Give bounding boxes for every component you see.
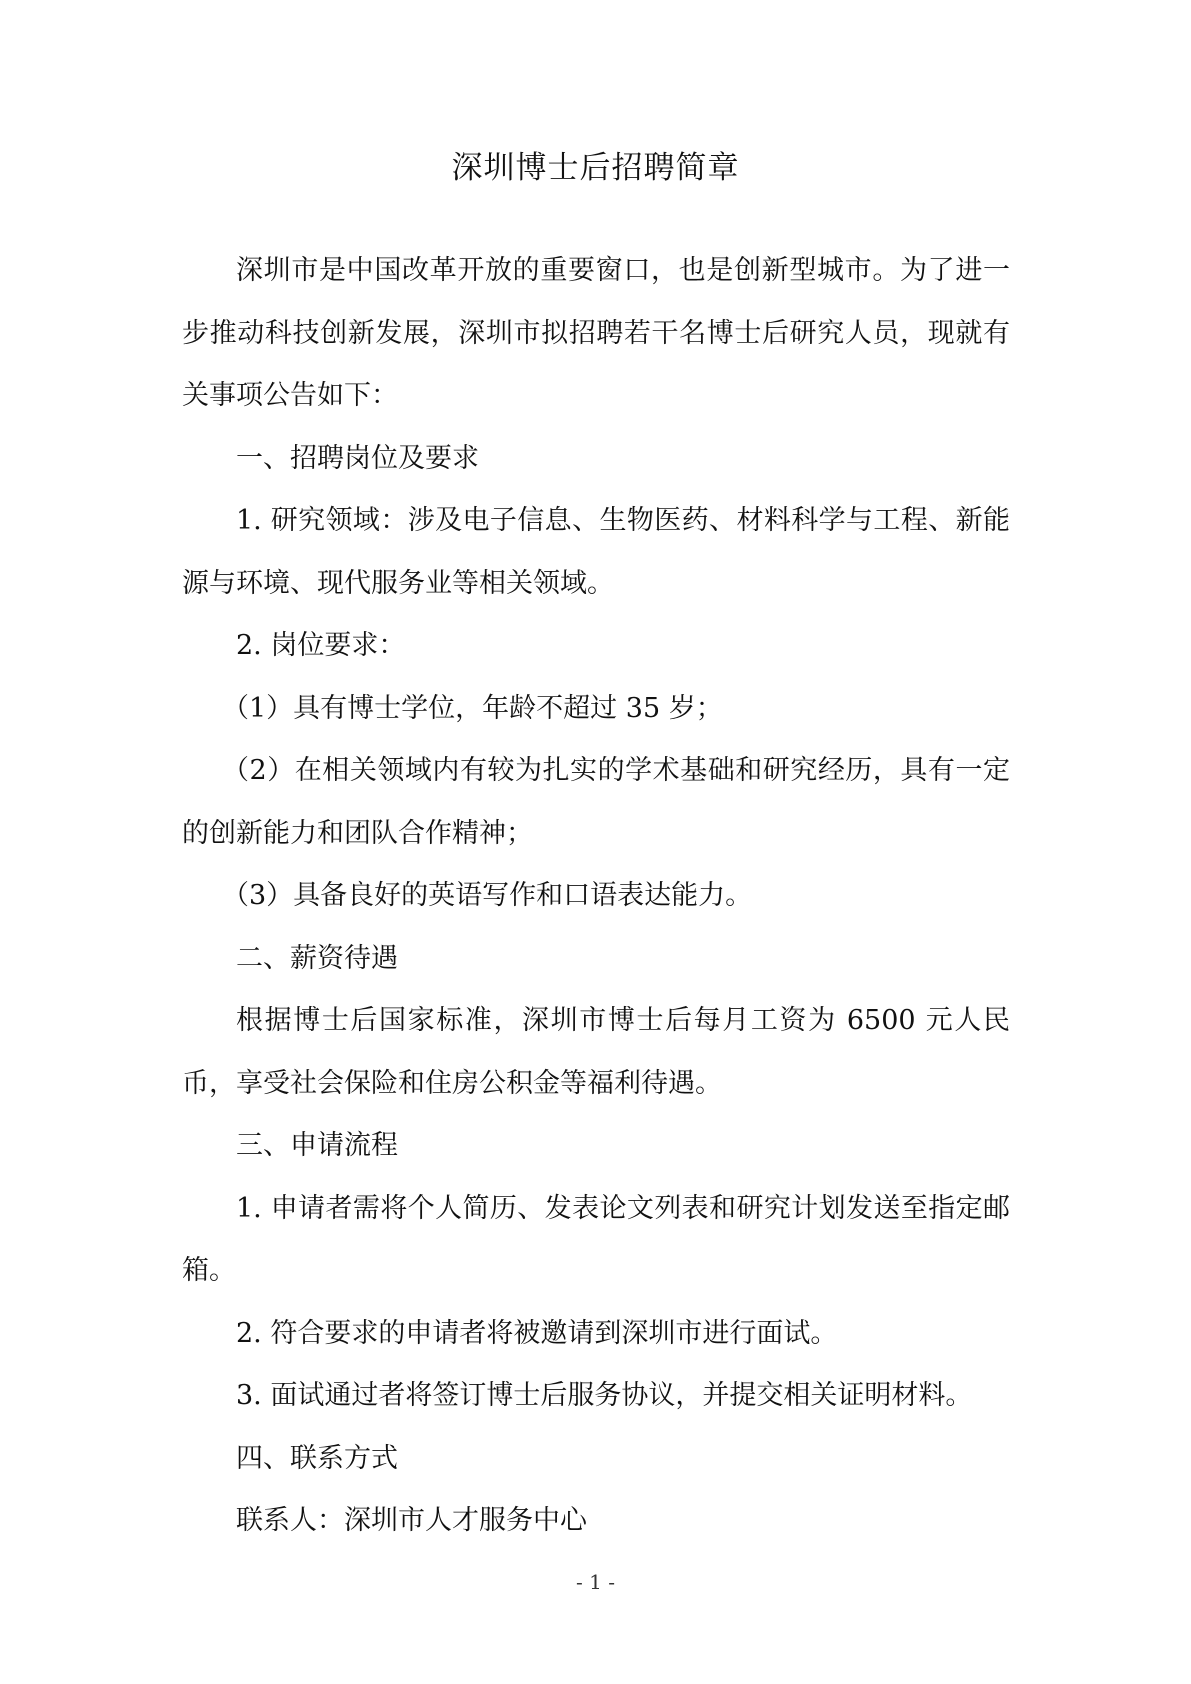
list-item: 2. 岗位要求： [236, 630, 406, 661]
requirement-item: （1）具有博士学位，年龄不超过 35 岁； [222, 692, 723, 724]
document-body [182, 240, 1010, 1553]
intro-paragraph: 深圳市是中国改革开放的重要窗口，也是创新型城市。为了进一步推动科技创新发展，深圳市拟招聘若干名博士后研究人员，现就有关事项公告如下： [182, 255, 1010, 411]
list-item: 1. 申请者需将个人简历、发表论文列表和研究计划发送至指定邮箱。 [182, 1192, 1010, 1286]
section-heading: 四、联系方式 [236, 1442, 398, 1474]
section-heading: 二、薪资待遇 [236, 942, 398, 974]
requirement-item: （3）具备良好的英语写作和口语表达能力。 [222, 880, 753, 911]
salary-paragraph: 根据博士后国家标准，深圳市博士后每月工资为 6500 元人民币，享受社会保险和住房公积金等福利待遇。 [182, 1005, 1010, 1099]
list-item: 1. 研究领域：涉及电子信息、生物医药、材料科学与工程、新能源与环境、现代服务业等相关领域。 [182, 505, 1010, 599]
page-number: - 1 - [576, 1570, 615, 1594]
list-item: 2. 符合要求的申请者将被邀请到深圳市进行面试。 [236, 1317, 838, 1349]
contact-line: 联系人：深圳市人才服务中心 [236, 1505, 587, 1536]
section-heading: 三、申请流程 [236, 1130, 398, 1161]
requirement-item: （2）在相关领域内有较为扎实的学术基础和研究经历，具有一定的创新能力和团队合作精神； [182, 755, 1010, 849]
list-item: 3. 面试通过者将签订博士后服务协议，并提交相关证明材料。 [236, 1380, 973, 1411]
section-heading: 一、招聘岗位及要求 [236, 442, 479, 474]
document-title: 深圳博士后招聘简章 [451, 150, 740, 186]
